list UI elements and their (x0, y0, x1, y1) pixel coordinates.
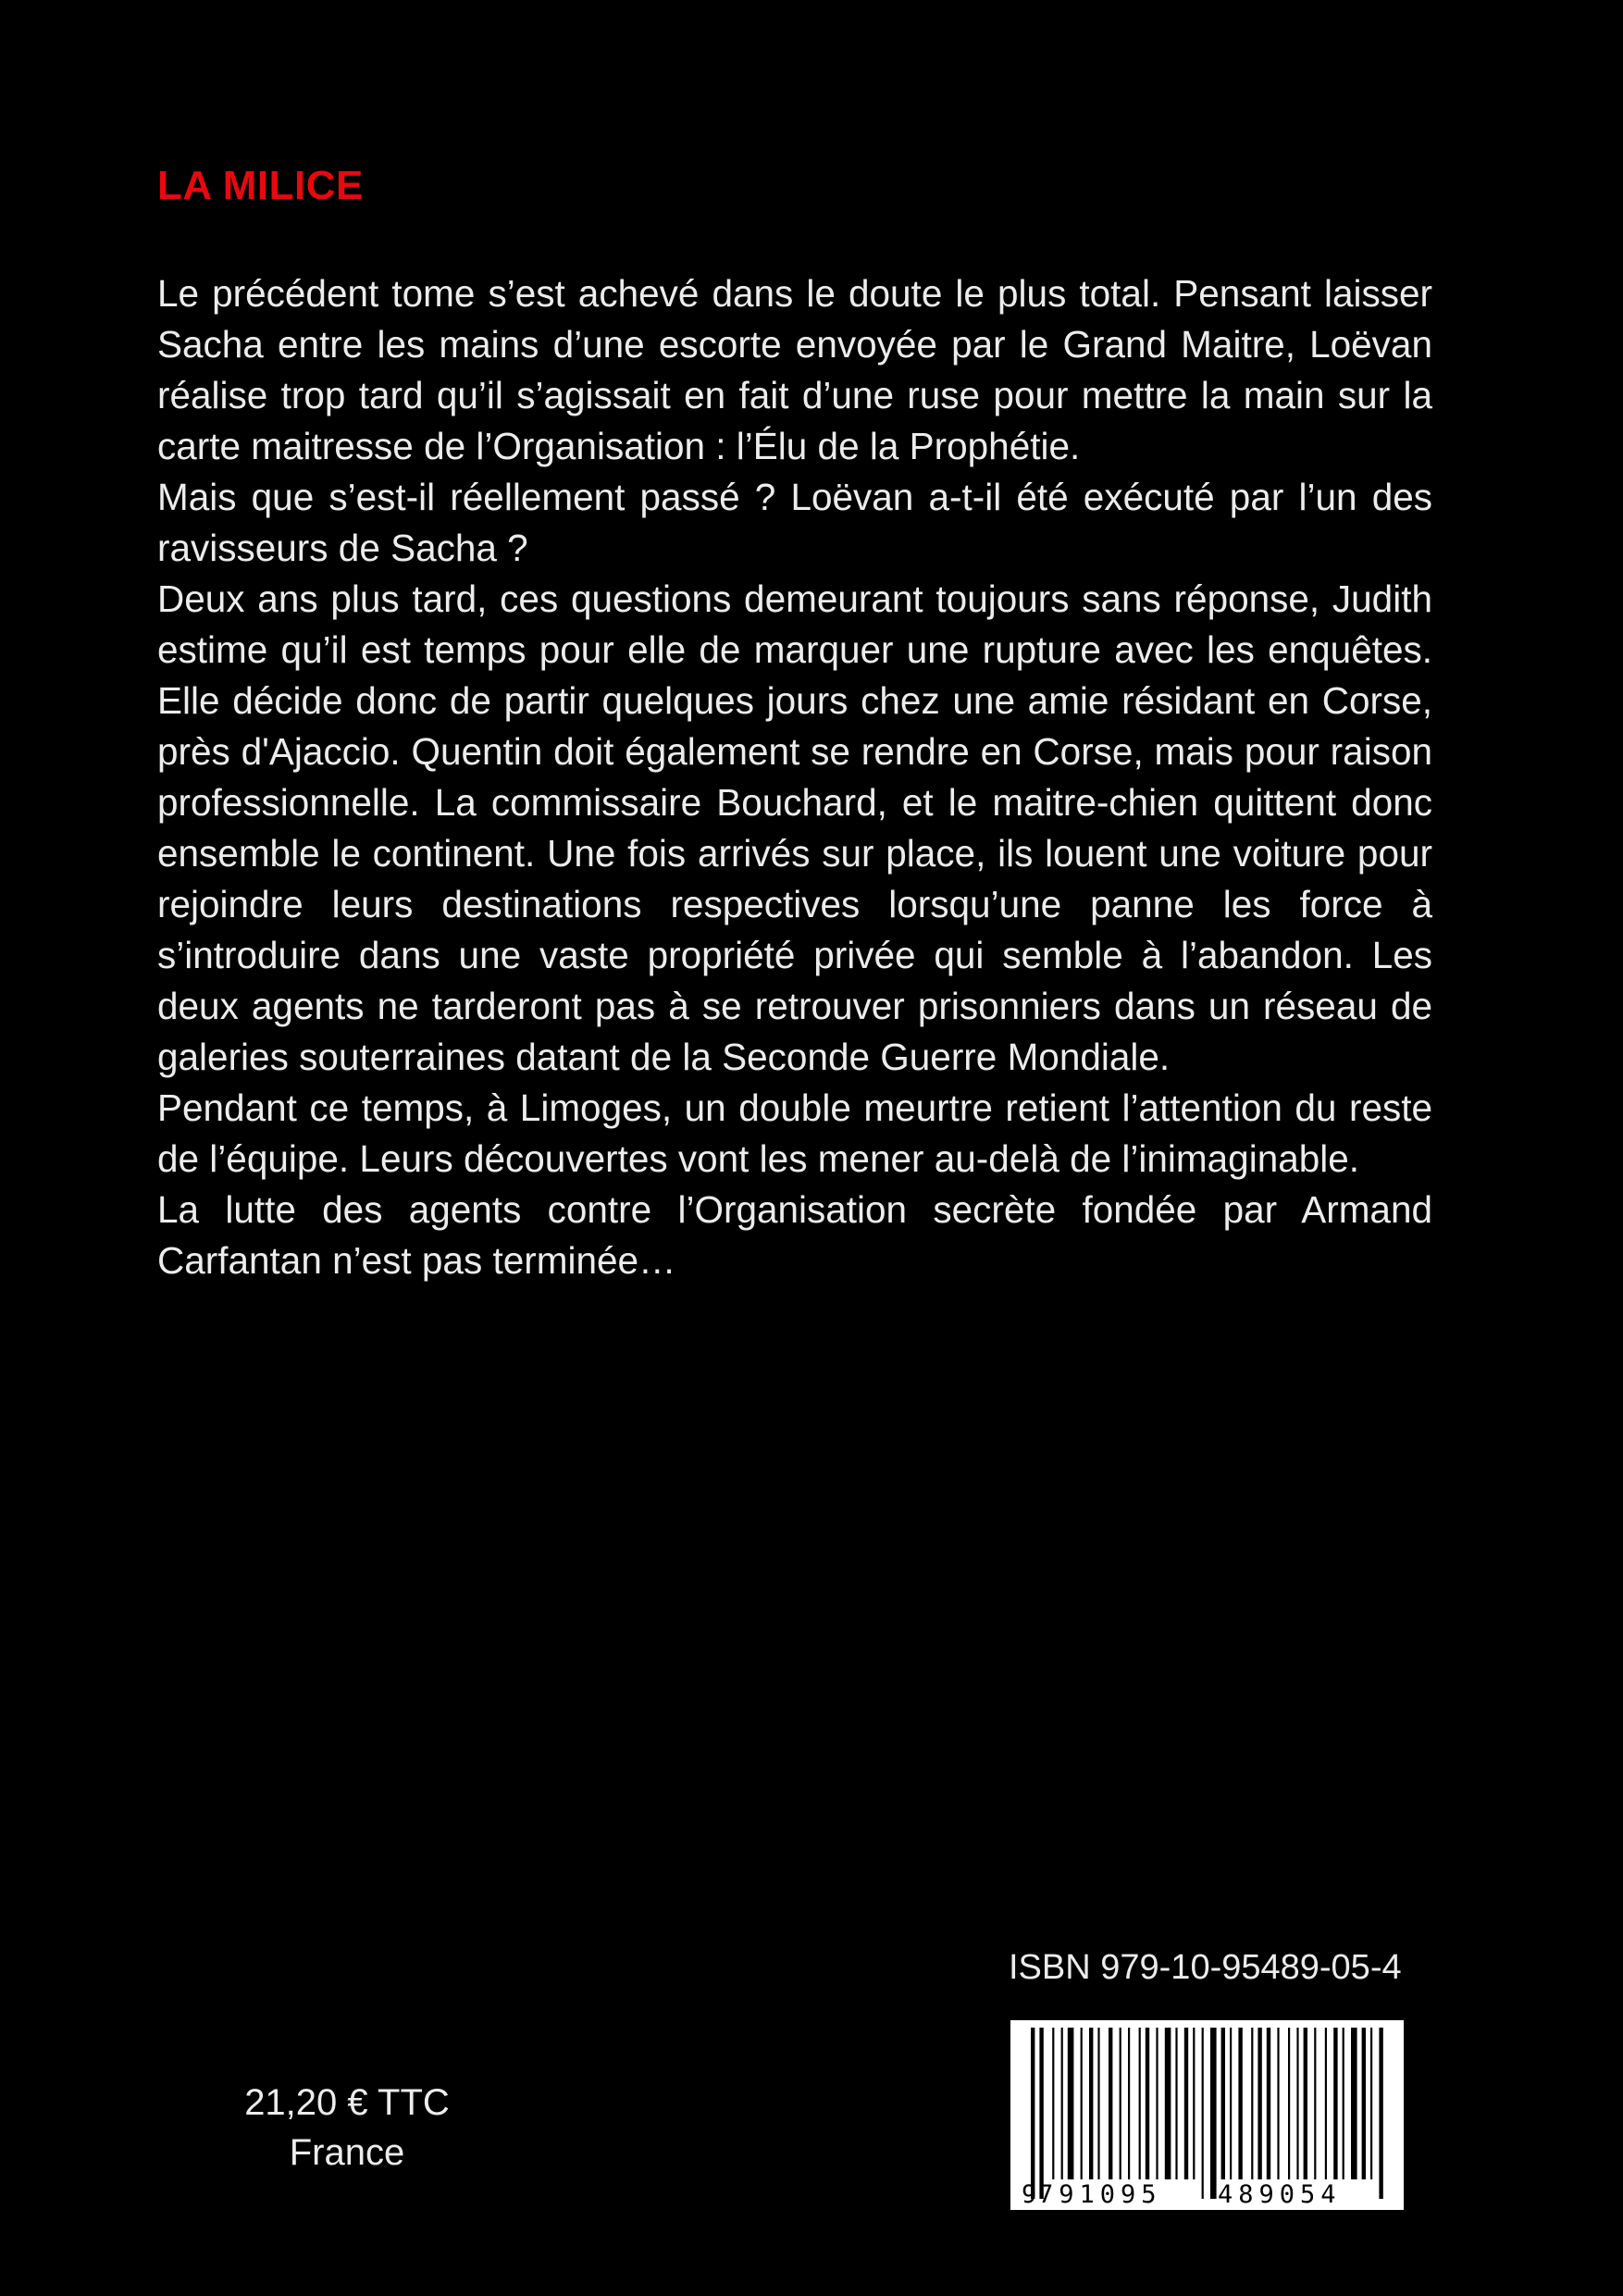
barcode-bar (1146, 2028, 1149, 2179)
barcode-bar (1193, 2028, 1195, 2179)
barcode-bar (1333, 2028, 1337, 2179)
barcode-bar (1288, 2028, 1290, 2179)
barcode-bar (1120, 2028, 1121, 2179)
barcode-bar (1325, 2028, 1327, 2179)
blurb-paragraph: Le précédent tome s’est achevé dans le doute le plus total. Pensant laisser Sacha entre les mains d’une escorte envoyée par le Grand Maitre, Loëvan réalise trop tard qu’il s’agissait en fait d’une ruse pour mettre la main sur la carte maitresse de l’Organisation : l’Élu de la Prophétie. (157, 272, 1432, 467)
blurb-paragraph: Pendant ce temps, à Limoges, un double meurtre retient l’attention du reste de l’équipe. Leurs découvertes vont les mener au-delà de l’inimaginable. (157, 1086, 1432, 1180)
barcode-bar (1258, 2028, 1261, 2179)
barcode-bar (1081, 2028, 1083, 2179)
barcode-bar (1184, 2028, 1188, 2179)
blurb-paragraph: La lutte des agents contre l’Organisation secrète fondée par Armand Carfantan n’est pas terminée… (157, 1188, 1432, 1282)
blurb-paragraph: Mais que s’est-il réellement passé ? Loëvan a-t-il été exécuté par l’un des ravisseurs de Sacha ? (157, 476, 1432, 569)
barcode-bar (1109, 2028, 1112, 2179)
price-amount: 21,20 € TTC (244, 2082, 450, 2123)
barcode-bar (1139, 2028, 1141, 2179)
barcode-bar (1221, 2028, 1225, 2179)
barcode-graphic (1010, 2020, 1404, 2210)
barcode-bar (1210, 2028, 1217, 2199)
barcode-bar (1230, 2028, 1232, 2179)
barcode-bar (1031, 2028, 1035, 2199)
barcode-digits-right: 489054 (1218, 2180, 1342, 2209)
blurb-paragraph: Deux ans plus tard, ces questions demeurant toujours sans réponse, Judith estime qu’il est temps pour elle de marquer une rupture avec les enquêtes. Elle décide donc de partir quelques jours chez une amie résidant en Corse, près d'Ajaccio. Quentin doit également se rendre en Corse, mais pour raison professionnelle. La commissaire Bouchard, et le maitre-chien quittent donc ensemble le continent. Une fois arrivés sur place, ils louent une voiture pour rejoindre leurs destinations respectives lorsqu’une panne les force à s’introduire dans une vaste propriété privée qui semble à l’abandon. Les deux agents ne tarderont pas à se retrouver prisonniers dans un réseau de galeries souterraines datant de la Seconde Guerre Mondiale. (157, 577, 1432, 1078)
barcode-bar (1061, 2028, 1063, 2179)
barcode-bar (1089, 2028, 1093, 2179)
barcode-bar (1238, 2028, 1242, 2179)
barcode-bar (1202, 2028, 1204, 2199)
barcode (1010, 2020, 1404, 2210)
barcode-bar (1267, 2028, 1270, 2179)
barcode-bar (1304, 2028, 1307, 2179)
barcode-digit-lead: 9 (1022, 2180, 1037, 2209)
barcode-bar (1052, 2028, 1054, 2179)
barcode-bar (1128, 2028, 1130, 2179)
barcode-bar (1379, 2028, 1382, 2199)
barcode-bar (1097, 2028, 1099, 2179)
barcode-bar (1343, 2028, 1344, 2179)
barcode-bar (1068, 2028, 1074, 2179)
barcode-bar (1362, 2028, 1366, 2179)
price-block (222, 2078, 472, 2178)
back-cover-blurb (157, 268, 1432, 1286)
barcode-bar (1370, 2028, 1372, 2179)
barcode-digits-left: 791095 (1038, 2180, 1162, 2209)
book-title: LA MILICE (157, 163, 364, 208)
barcode-bar (1251, 2028, 1253, 2179)
barcode-bar (1175, 2028, 1177, 2179)
isbn-label: ISBN 979-10-95489-05-4 (1009, 1948, 1402, 1987)
barcode-bar (1351, 2028, 1357, 2179)
barcode-bar (1165, 2028, 1171, 2179)
barcode-bar (1039, 2028, 1043, 2199)
barcode-bar (1296, 2028, 1298, 2179)
barcode-bar (1277, 2028, 1279, 2179)
price-country: France (289, 2132, 405, 2173)
barcode-bar (1314, 2028, 1316, 2179)
barcode-bar (1156, 2028, 1158, 2179)
